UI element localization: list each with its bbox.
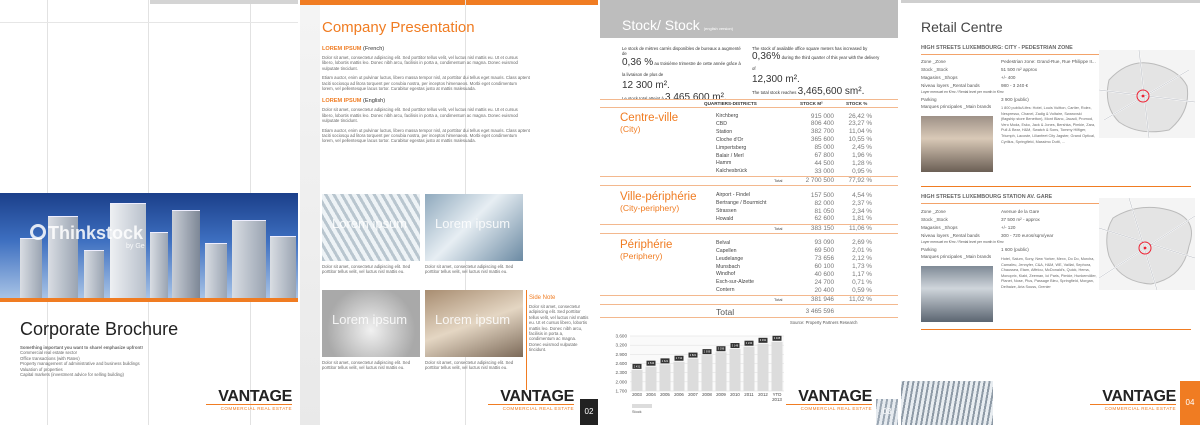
field-note: Loyer mensuel en €/m² / Rental level per month in €/m² bbox=[921, 90, 1004, 94]
image-lobby bbox=[322, 290, 420, 357]
district-stock: 82 000 bbox=[814, 199, 834, 207]
field-label: Magasins _Shops bbox=[921, 75, 958, 80]
paragraph: Dolor sit amet, consectetur adipiscing elit. Sed porttitor tellus velit, vel luctus nisl mattis eu. Ut et cursus libero, lobortis mattis leo. Donec nibh arcu, facilisis in porta a, condimentum ac magna. Donec euismod vulputate tincidunt. bbox=[322, 55, 518, 71]
bar bbox=[772, 342, 783, 391]
bar bbox=[632, 370, 643, 391]
intro-figure: 12 300 m². bbox=[622, 79, 670, 91]
bar-value-label: 2 712 bbox=[675, 357, 683, 361]
district-pct: 0,71 % bbox=[852, 278, 872, 286]
page-gutter bbox=[300, 5, 320, 425]
brands-list: 1 800 public/Lifes: Hotel, Louis Vuitton, Cartier, Rolex, Nespresso, Chanel, Zadig & Voltaire, Swarovski (flagship store Benetton), Mont Blanc, Jacadi, Promod, Vero Moda, Esko, Jack & Jones, Bershka, Pimkie, Zara, Pull & Bear, H&M, Swatch & Sons, Tommy Hilfiger, Triumph, Lacoste, Lilianfeet City Jagster, Grand Optical, Cyrillus, Springfield, Massimo Dutti, ... bbox=[1001, 106, 1096, 144]
district-pct: 23,27 % bbox=[848, 120, 872, 128]
field-value: +/- 400 bbox=[1001, 75, 1016, 80]
bullet: Commercial real estate sector bbox=[20, 350, 78, 356]
bar bbox=[730, 349, 741, 391]
bar bbox=[716, 352, 727, 391]
brand-logo bbox=[488, 389, 574, 411]
district-stock: 806 400 bbox=[810, 120, 834, 128]
district-name: Airport - Findel bbox=[716, 192, 751, 199]
page-title: Retail Centre bbox=[921, 19, 1003, 35]
district-name: CBD bbox=[716, 120, 727, 127]
grand-total: 3 465 596 bbox=[805, 308, 834, 316]
district-pct: 0,95 % bbox=[852, 167, 872, 175]
district-stock: 73 656 bbox=[814, 255, 834, 263]
image-label: Lorem ipsum bbox=[332, 312, 408, 327]
intro-text: The stock of available office square meters has increased by bbox=[752, 46, 868, 51]
field-label: Zone _Zone bbox=[921, 59, 946, 64]
field-label: Niveau loyers _Rental bands bbox=[921, 233, 980, 238]
district-name: Strassen bbox=[716, 208, 737, 214]
legend-label: Stock bbox=[632, 410, 642, 414]
district-pct: 2,12 % bbox=[852, 255, 872, 263]
x-tick-label: 2009 bbox=[716, 392, 726, 397]
intro-figure: 0,36 % bbox=[622, 56, 654, 68]
district-name: Station bbox=[716, 128, 733, 135]
district-name: Kalchesbrück bbox=[716, 168, 748, 175]
section-heading: LOREM IPSUM bbox=[322, 46, 362, 52]
district-pct: 2,37 % bbox=[852, 199, 872, 207]
brands-list: Hotel, Salum, Sony, New Yorker, Mexx, Do Do, Morcha, Camaïeu, Jennyfer, C&A, H&M, WE, Vaillat, Sephora, Chaussea, Etam, Affelou, McDonald's, Quick, Hema, Monoprix, Kiabi, Zeeman, Ici Paris, Pimkie, Hunkemöller, Planet, Nose, Plus, Passage Bleu, Springfield, Morgan, Delhaize, Aria Souss, Grenier bbox=[1001, 257, 1097, 289]
intro-text: during the third quarter of this year with the delivery of bbox=[752, 55, 880, 72]
region-total: 2 700 500 bbox=[805, 177, 834, 185]
x-tick-label: 2011 bbox=[744, 392, 754, 397]
side-note-rule bbox=[526, 290, 527, 390]
region-total: 383 150 bbox=[810, 224, 834, 232]
district-name: Cloche d'Or bbox=[716, 136, 744, 143]
bar-value-label: 3 148 bbox=[731, 344, 739, 348]
district-stock: 915 000 bbox=[810, 112, 834, 120]
zone-rule bbox=[921, 329, 1191, 330]
title-note: (english version) bbox=[703, 26, 734, 31]
grid-line bbox=[0, 22, 298, 23]
x-tick-label: 2008 bbox=[702, 392, 712, 397]
bullet: Capital markets (investment advice for selling building) bbox=[20, 372, 124, 378]
cover-bullets bbox=[20, 345, 220, 377]
intro-text: au troisième trimestre de cette année grâce à la livraison de plus de bbox=[622, 60, 741, 77]
district-name: Belval bbox=[716, 239, 731, 246]
bar bbox=[702, 355, 713, 391]
field-value: Avenue de la Gare bbox=[1001, 209, 1040, 214]
image-label: Lorem ipsum bbox=[435, 216, 511, 231]
district-stock: 62 600 bbox=[814, 215, 834, 223]
bar-value-label: 2 939 bbox=[703, 350, 711, 354]
district-stock: 69 500 bbox=[814, 247, 834, 255]
footer-photo bbox=[901, 381, 993, 425]
image-label: Lorem ipsum bbox=[332, 216, 408, 231]
x-tick-label: YTD bbox=[772, 392, 782, 397]
district-pct: 0,59 % bbox=[852, 286, 872, 294]
region-total-pct: 11,06 % bbox=[849, 224, 872, 232]
brand-logo bbox=[1090, 389, 1176, 411]
district-stock: 24 700 bbox=[814, 278, 834, 286]
grand-total-rule bbox=[600, 317, 898, 318]
bar bbox=[688, 359, 699, 391]
x-tick-label: 2013 bbox=[772, 397, 782, 402]
y-tick-label: 3.600 bbox=[615, 333, 627, 339]
y-tick-label: 3.200 bbox=[615, 342, 627, 348]
bar-value-label: 2 543 bbox=[647, 362, 655, 366]
district-stock: 40 600 bbox=[814, 270, 834, 278]
district-name: Munsbach bbox=[716, 263, 740, 270]
field-value: 37 500 m² - approx bbox=[1001, 217, 1040, 222]
district-stock: 93 090 bbox=[814, 239, 834, 247]
bar-value-label: 3 331 bbox=[759, 339, 767, 343]
intro-figure: 0,36% bbox=[752, 51, 781, 63]
accent-bar bbox=[0, 298, 298, 302]
y-tick-label: 2.300 bbox=[615, 370, 627, 376]
accent-top-bar bbox=[300, 0, 598, 5]
brand-tagline: COMMERCIAL REAL ESTATE bbox=[1090, 404, 1176, 411]
paragraph: Dolor sit amet, consectetur adipiscing elit. Sed porttitor tellus velit, vel luctus nisl mattis eu. Ut et cursus libero, lobortis mattis leo. Donec nibh arcu, facilisis in porta a, condimentum ac magna. Donec euismod vulputate tincidunt. bbox=[322, 107, 518, 124]
region-total: 381 946 bbox=[810, 296, 834, 304]
district-pct: 2,69 % bbox=[852, 239, 872, 247]
field-value: +/- 120 bbox=[1001, 225, 1016, 230]
page-number: 02 bbox=[580, 399, 598, 425]
image-caption: Dolor sit amet, consectetur adipiscing elit. Sed porttitor tellus velit, vel luctus nisl mattis eu. bbox=[322, 360, 411, 371]
intro-figure: 3 465 600 m². bbox=[665, 91, 727, 103]
district-pct: 1,28 % bbox=[852, 159, 872, 167]
district-pct: 2,01 % bbox=[852, 247, 872, 255]
text-column bbox=[322, 46, 530, 144]
watermark-icon bbox=[30, 224, 46, 240]
field-label: Zone _Zone bbox=[921, 209, 946, 214]
page-number: 04 bbox=[1180, 381, 1200, 425]
district-pct: 1,73 % bbox=[852, 263, 872, 270]
field-label: Parking bbox=[921, 97, 937, 102]
bar-value-label: 3 408 bbox=[773, 337, 781, 341]
x-tick-label: 2010 bbox=[730, 392, 740, 397]
intro-text: The total stock reaches bbox=[752, 90, 797, 96]
district-name: Kirchberg bbox=[716, 113, 739, 119]
district-pct: 10,55 % bbox=[848, 136, 872, 144]
street-photo bbox=[921, 266, 993, 322]
bullet: Valuation of properties bbox=[20, 366, 63, 372]
district-stock: 85 000 bbox=[814, 144, 834, 152]
side-note-text: Dolor sit amet, consectetur adipiscing elit. Sed porttitor tellus velit, vel luctus nisl mattis eu. Ut et cursus libero, lobortis mattis leo. Donec nibh arcu, facilisis in porta a, condimentum ac magna. Donec euismod vulputate tincidunt. bbox=[529, 304, 589, 353]
page-company bbox=[300, 0, 598, 425]
x-tick-label: 2007 bbox=[688, 392, 698, 397]
field-label: Stock _Stock bbox=[921, 67, 948, 72]
paragraph: Etiam auctor, enim ut pulvinar luctus, libero massa tempor nisl, at porttitor dui tellus eget mauris. Class aptent taciti sociosqu ad litora torquent per conubia nostra, per inceptos himenaeos. Morbi eget condimentum lorem, vel pellentesque lacus tortor. Curabitur egestas justo at mattis malesuada. bbox=[322, 75, 530, 92]
section-lang: (French) bbox=[363, 46, 385, 52]
region-total-pct: 77,92 % bbox=[848, 177, 872, 185]
bullet: Property management of administrative and business buildings bbox=[20, 361, 140, 367]
district-pct: 4,54 % bbox=[852, 191, 872, 199]
grand-total-label: Total bbox=[716, 307, 735, 318]
field-label: Marques principales _Main brands bbox=[921, 254, 992, 259]
region-name: Centre-ville bbox=[620, 112, 679, 124]
region-total-pct: 11,02 % bbox=[849, 296, 872, 304]
intro-figure: 3,465,600 sm². bbox=[797, 86, 865, 98]
brand-logo bbox=[786, 389, 872, 411]
bullet: Something important you want to share/ emphasize upfront! bbox=[20, 345, 143, 350]
district-stock: 33 000 bbox=[814, 167, 834, 175]
intro-fr bbox=[622, 46, 744, 104]
district-pct: 2,34 % bbox=[852, 207, 872, 215]
field-value: 51 500 m² approx bbox=[1001, 67, 1038, 72]
intro-text: Le stock de mètres carrés disponibles de bureaux a augmenté de bbox=[622, 46, 741, 57]
map-city bbox=[1099, 50, 1195, 138]
brand-logo bbox=[206, 389, 292, 411]
region-sub: (City) bbox=[620, 124, 641, 134]
district-pct: 11,04 % bbox=[849, 128, 872, 136]
header-bar bbox=[901, 0, 1200, 3]
field-label: Parking bbox=[921, 247, 937, 252]
district-name: Windhof bbox=[716, 271, 736, 278]
district-name: Capellen bbox=[716, 247, 737, 254]
legend-swatch bbox=[632, 404, 652, 408]
region-total-label: Total bbox=[774, 297, 783, 303]
bullet: Office transactions (with Rates) bbox=[20, 355, 80, 361]
map-station bbox=[1099, 198, 1195, 290]
district-name: Hamm bbox=[716, 160, 732, 167]
x-tick-label: 2005 bbox=[660, 392, 670, 397]
region-total-label: Total bbox=[774, 225, 783, 231]
col-header-districts: QUARTIERS-DISTRICTS bbox=[704, 101, 757, 106]
image-caption: Dolor sit amet, consectetur adipiscing elit. Sed porttitor tellus velit, vel luctus nisl mattis eu. bbox=[322, 264, 411, 275]
region-sub: (City-periphery) bbox=[620, 203, 680, 214]
x-tick-label: 2004 bbox=[646, 392, 656, 397]
side-note bbox=[529, 295, 589, 353]
bar-value-label: 3 233 bbox=[745, 342, 753, 346]
x-tick-label: 2006 bbox=[674, 392, 684, 397]
district-pct: 1,81 % bbox=[852, 215, 872, 223]
district-stock: 44 500 bbox=[814, 159, 834, 167]
district-pct: 1,96 % bbox=[852, 152, 872, 159]
region-name: Ville-périphérie bbox=[620, 191, 697, 204]
brand-name: VANTAGE bbox=[1102, 388, 1176, 405]
page-stock bbox=[600, 0, 898, 425]
field-value: 980 - 3 240 € bbox=[1001, 83, 1029, 88]
district-name: Limpertsberg bbox=[716, 144, 747, 151]
watermark: Thinkstock bbox=[48, 223, 144, 243]
brand-tagline: COMMERCIAL REAL ESTATE bbox=[206, 404, 292, 411]
brand-tagline: COMMERCIAL REAL ESTATE bbox=[786, 404, 872, 411]
district-stock: 81 050 bbox=[814, 207, 834, 215]
street-photo bbox=[921, 116, 993, 172]
brand-name: VANTAGE bbox=[798, 388, 872, 405]
intro-figure: 12,300 m². bbox=[752, 74, 800, 86]
district-name: Howald bbox=[716, 215, 734, 222]
bar-value-label: 3 036 bbox=[717, 347, 725, 351]
page-title-text: Stock/ Stock bbox=[622, 17, 700, 33]
field-value: 300 - 720 euros/sqm/year bbox=[1001, 233, 1054, 238]
page-title: Company Presentation bbox=[322, 19, 475, 36]
page-cover bbox=[0, 0, 298, 425]
district-name: Leudelange bbox=[716, 255, 744, 262]
y-tick-label: 2.900 bbox=[615, 351, 627, 357]
intro-text: Le stock total atteint à bbox=[622, 95, 664, 101]
section-lang: (English) bbox=[363, 98, 386, 105]
section-heading: LOREM IPSUM bbox=[322, 98, 362, 105]
district-stock: 157 500 bbox=[810, 191, 834, 199]
y-tick-label: 2.000 bbox=[615, 379, 627, 385]
bar-value-label: 2 621 bbox=[661, 359, 669, 363]
field-label: Magasins _Shops bbox=[921, 225, 958, 230]
image-glass-tower bbox=[322, 194, 420, 261]
district-pct: 1,17 % bbox=[852, 270, 872, 278]
field-label: Marques principales _Main brands bbox=[921, 104, 992, 109]
y-tick-label: 2.600 bbox=[615, 361, 627, 366]
image-caption: Dolor sit amet, consectetur adipiscing elit. Sed porttitor tellus velit, vel luctus nisl mattis eu. bbox=[425, 264, 514, 275]
district-stock: 60 100 bbox=[814, 263, 834, 270]
image-label: Lorem ipsum bbox=[435, 312, 511, 327]
district-stock: 382 700 bbox=[810, 128, 834, 136]
brand-name: VANTAGE bbox=[500, 388, 574, 405]
field-value: Pedestrian zone: Grand-Rue, Rue Philippe II... bbox=[1001, 59, 1096, 64]
bar-value-label: 2 431 bbox=[633, 365, 641, 369]
region-total-label: Total bbox=[774, 178, 783, 184]
district-name: Contern bbox=[716, 287, 735, 294]
x-tick-label: 2003 bbox=[632, 392, 642, 397]
brand-name: VANTAGE bbox=[218, 388, 292, 405]
district-pct: 26,42 % bbox=[848, 112, 872, 120]
bar-value-label: 2 821 bbox=[689, 353, 697, 357]
bar bbox=[758, 344, 769, 391]
paragraph: Etiam auctor, enim ut pulvinar luctus, libero massa tempor nisl, at porttitor dui tellus eget mauris. Class aptent taciti sociosqu ad litora torquent per conubia nostra, per inceptos himenaeos. Morbi eget condimentum lorem, vel pellentesque lacus tortor. Curabitur egestas justo at mattis malesuada. bbox=[322, 127, 530, 144]
source-note: Source: Property Partners Research bbox=[790, 320, 858, 326]
brand-tagline: COMMERCIAL REAL ESTATE bbox=[488, 404, 574, 411]
col-header-pct: STOCK % bbox=[846, 101, 868, 106]
region-sub: (Periphery) bbox=[620, 250, 663, 261]
side-note-title: Side Note bbox=[529, 295, 556, 301]
field-value: 3 900 (public) bbox=[1001, 97, 1029, 102]
x-tick-label: 2012 bbox=[758, 392, 768, 397]
district-pct: 2,45 % bbox=[852, 144, 872, 152]
zone-rule bbox=[921, 186, 1191, 187]
intro-en bbox=[752, 46, 882, 98]
watermark-by: by Ge bbox=[126, 243, 145, 250]
district-stock: 20 400 bbox=[814, 286, 834, 294]
col-header-stock: STOCK M² bbox=[800, 101, 823, 106]
y-tick-label: 1.700 bbox=[615, 388, 627, 394]
zone-heading: HIGH STREETS LUXEMBOURG: CITY - PEDESTRIAN ZONE bbox=[921, 45, 1073, 51]
zone-heading: HIGH STREETS LUXEMBOURG STATION AV. GARE bbox=[921, 194, 1053, 200]
page-title bbox=[622, 17, 733, 33]
field-label: Niveau loyers _Rental bands bbox=[921, 83, 980, 88]
bar bbox=[674, 362, 685, 391]
bar bbox=[744, 347, 755, 391]
header-bar bbox=[150, 0, 298, 4]
page-retail bbox=[901, 0, 1200, 425]
page-number: 03 bbox=[876, 399, 898, 425]
field-label: Stock _Stock bbox=[921, 217, 948, 222]
bar bbox=[646, 367, 657, 391]
district-name: Esch-sur-Alzette bbox=[716, 279, 755, 286]
image-floorplan bbox=[425, 290, 523, 357]
cover-title: Corporate Brochure bbox=[20, 319, 179, 339]
region-name: Périphérie bbox=[620, 238, 673, 251]
bar bbox=[660, 364, 671, 391]
district-stock: 365 600 bbox=[810, 136, 834, 144]
district-name: Bertrange / Bourmicht bbox=[716, 200, 767, 207]
cover-photo bbox=[0, 193, 298, 298]
district-stock: 67 800 bbox=[814, 152, 834, 159]
field-value: 1 600 (public) bbox=[1001, 247, 1029, 252]
district-name: Balair / Merl bbox=[716, 152, 744, 159]
field-note: Loyer mensuel en €/m² / Rental level per month in €/m² bbox=[921, 240, 1004, 244]
image-atrium bbox=[425, 194, 523, 261]
image-caption: Dolor sit amet, consectetur adipiscing elit. Sed porttitor tellus velit, vel luctus nisl mattis eu. bbox=[425, 360, 514, 371]
